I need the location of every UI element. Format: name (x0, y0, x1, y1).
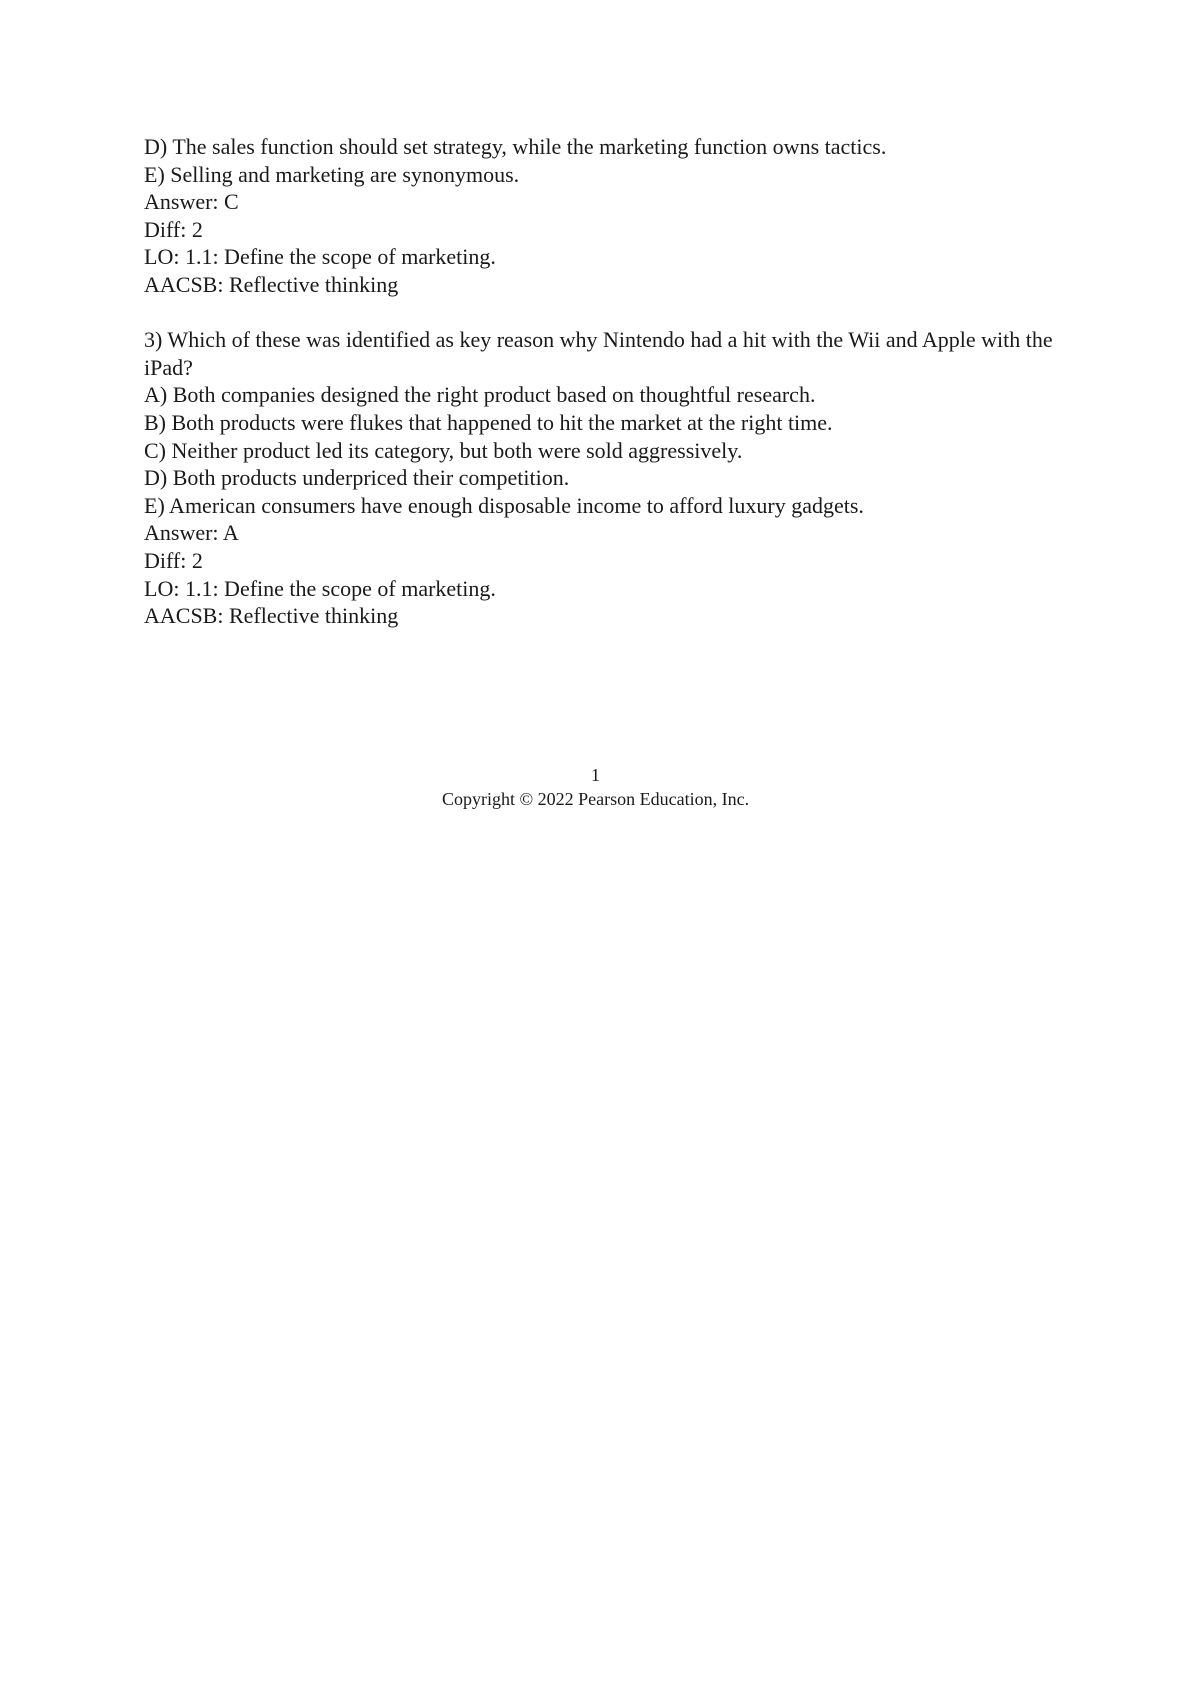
difficulty-line: Diff: 2 (144, 216, 203, 242)
answer-line: Answer: C (144, 189, 239, 215)
option-e: E) Selling and marketing are synonymous. (144, 161, 520, 187)
option-d: D) Both products underpriced their competition. (144, 465, 570, 491)
option-d: D) The sales function should set strategy, while the marketing function owns tactics. (144, 134, 887, 159)
page-content (144, 133, 1074, 630)
question-2-continued (144, 133, 1074, 299)
difficulty-line: Diff: 2 (144, 547, 203, 573)
aacsb-line: AACSB: Reflective thinking (144, 271, 399, 297)
option-c: C) Neither product led its category, but both were sold aggressively. (144, 437, 743, 463)
answer-line: Answer: A (144, 520, 239, 546)
learning-objective-line: LO: 1.1: Define the scope of marketing. (144, 575, 496, 601)
copyright-notice: Copyright © 2022 Pearson Education, Inc. (441, 789, 750, 809)
learning-objective-line: LO: 1.1: Define the scope of marketing. (144, 244, 496, 270)
option-b: B) Both products were flukes that happened to hit the market at the right time. (144, 409, 833, 435)
question-3 (144, 326, 1074, 630)
page-number: 1 (591, 765, 600, 785)
option-a: A) Both companies designed the right product based on thoughtful research. (144, 382, 816, 408)
paragraph-gap (144, 299, 1074, 327)
option-e: E) American consumers have enough disposable income to afford luxury gadgets. (144, 492, 864, 518)
question-stem: 3) Which of these was identified as key reason why Nintendo had a hit with the Wii and Apple with the iPad? (144, 327, 1053, 380)
aacsb-line: AACSB: Reflective thinking (144, 603, 399, 629)
